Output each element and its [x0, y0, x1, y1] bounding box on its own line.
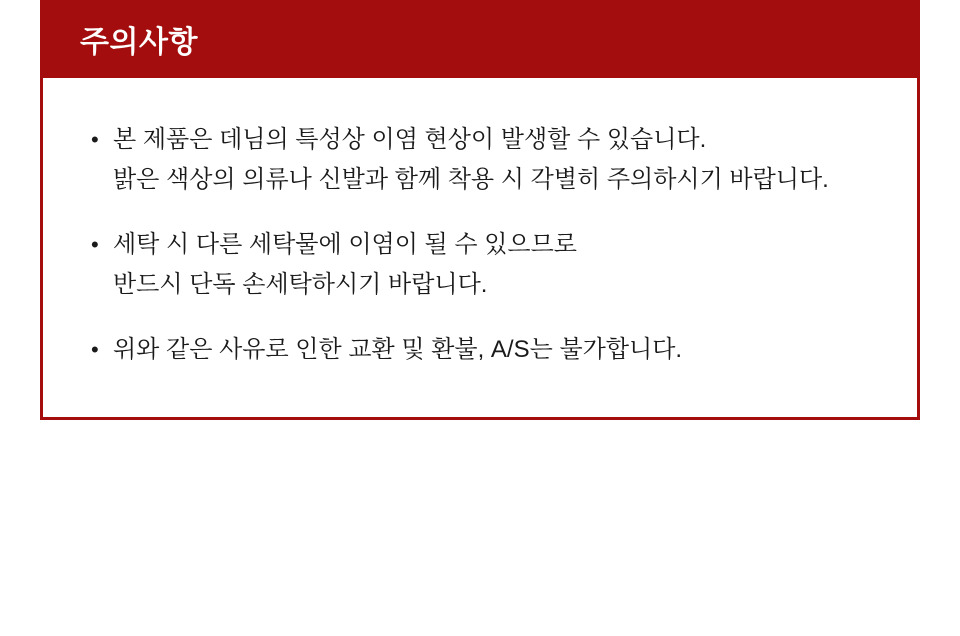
notice-header-bar — [40, 0, 920, 78]
list-item-text — [113, 120, 829, 200]
notice-list — [91, 120, 877, 370]
list-item-line: 밝은 색상의 의류나 신발과 함께 착용 시 각별히 주의하시기 바랍니다. — [113, 166, 829, 193]
list-item-line: 세탁 시 다른 세탁물에 이염이 될 수 있으므로 — [113, 231, 577, 258]
bullet-icon: • — [91, 232, 99, 257]
bullet-icon: • — [91, 337, 99, 362]
list-item-line: 위와 같은 사유로 인한 교환 및 환불, A/S는 불가합니다. — [113, 336, 683, 363]
list-item-line: 본 제품은 데님의 특성상 이염 현상이 발생할 수 있습니다. — [113, 126, 707, 153]
notice-body-box — [40, 78, 920, 420]
list-item — [91, 120, 877, 200]
bullet-icon: • — [91, 127, 99, 152]
notice-title: 주의사항 — [80, 26, 198, 59]
caution-notice-section — [40, 0, 920, 420]
list-item-text — [113, 330, 682, 370]
list-item-line: 반드시 단독 손세탁하시기 바랍니다. — [113, 271, 488, 298]
list-item — [91, 225, 877, 305]
list-item-text — [113, 225, 577, 305]
list-item — [91, 330, 877, 370]
